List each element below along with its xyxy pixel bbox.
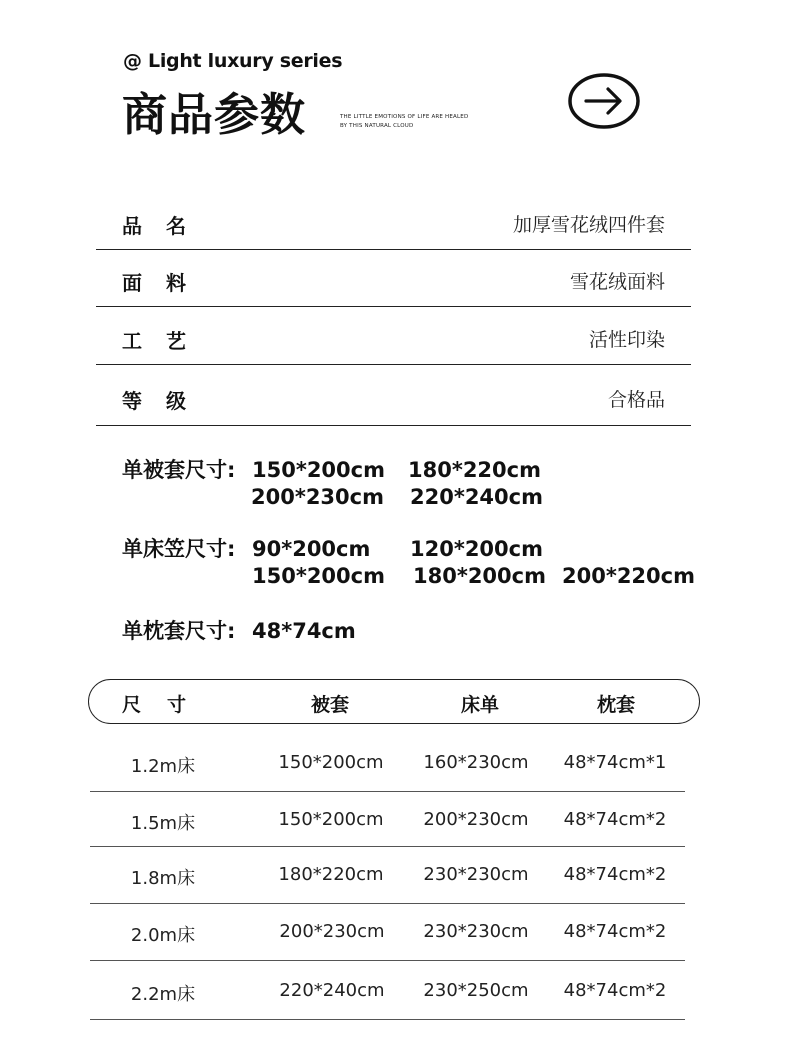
param-label: 等 级 — [122, 389, 186, 413]
size-item: 200*230cm — [251, 485, 384, 509]
param-value: 加厚雪花绒四件套 — [512, 214, 665, 236]
cell-sheet: 200*230cm — [423, 809, 529, 830]
cell-bed: 1.8m床 — [130, 868, 196, 889]
size-item: 200*220cm — [562, 564, 695, 588]
param-label: 面 料 — [122, 271, 186, 295]
size-item: 180*200cm — [413, 564, 546, 588]
pillow-size-label: 单枕套尺寸: — [122, 619, 236, 643]
header-sheet: 床单 — [461, 694, 500, 716]
param-row-grade — [96, 368, 691, 426]
cell-duvet: 150*200cm — [278, 752, 384, 773]
cell-bed: 2.2m床 — [130, 984, 196, 1005]
param-row-process — [96, 308, 691, 365]
cell-sheet: 230*250cm — [423, 980, 529, 1001]
cell-duvet: 220*240cm — [279, 980, 385, 1001]
size-item: 220*240cm — [410, 485, 543, 509]
arrow-right-circle-icon[interactable] — [567, 72, 641, 130]
size-item: 180*220cm — [408, 458, 541, 482]
cell-duvet: 150*200cm — [278, 809, 384, 830]
page-title: 商品参数 — [122, 88, 307, 141]
size-item: 150*200cm — [252, 564, 385, 588]
cell-sheet: 160*230cm — [423, 752, 529, 773]
param-value: 合格品 — [607, 389, 665, 411]
param-label: 品 名 — [122, 214, 186, 238]
table-row — [90, 792, 685, 847]
size-item: 150*200cm — [252, 458, 385, 482]
param-value: 雪花绒面料 — [569, 271, 665, 293]
size-item: 48*74cm — [252, 619, 356, 643]
table-row — [90, 847, 685, 904]
cell-sheet: 230*230cm — [423, 864, 529, 885]
header-pillow: 枕套 — [597, 694, 636, 716]
fitted-size-label: 单床笠尺寸: — [122, 537, 236, 561]
tagline — [340, 113, 468, 131]
cell-pillow: 48*74cm*2 — [563, 864, 667, 885]
cell-sheet: 230*230cm — [423, 921, 529, 942]
cell-duvet: 200*230cm — [279, 921, 385, 942]
size-item: 120*200cm — [410, 537, 543, 561]
param-label: 工 艺 — [122, 329, 186, 353]
param-row-fabric — [96, 250, 691, 307]
cell-bed: 2.0m床 — [130, 925, 196, 946]
size-item: 90*200cm — [252, 537, 371, 561]
header-size: 尺 寸 — [122, 694, 187, 716]
size-table-header — [88, 679, 700, 724]
cell-bed: 1.5m床 — [130, 813, 196, 834]
tagline-line-2: BY THIS NATURAL CLOUD — [340, 123, 414, 129]
cell-duvet: 180*220cm — [278, 864, 384, 885]
param-row-name — [96, 193, 691, 250]
table-row — [90, 735, 685, 792]
table-row — [90, 904, 685, 961]
tagline-line-1: THE LITTLE EMOTIONS OF LIFE ARE HEALED — [340, 114, 469, 120]
param-value: 活性印染 — [588, 329, 665, 351]
header-duvet: 被套 — [311, 694, 350, 716]
cell-pillow: 48*74cm*1 — [563, 752, 667, 773]
cell-pillow: 48*74cm*2 — [563, 980, 667, 1001]
cell-pillow: 48*74cm*2 — [563, 809, 667, 830]
table-row — [90, 961, 685, 1020]
series-label: @ Light luxury series — [123, 50, 343, 72]
cell-pillow: 48*74cm*2 — [563, 921, 667, 942]
cell-bed: 1.2m床 — [130, 756, 196, 777]
duvet-size-label: 单被套尺寸: — [122, 458, 236, 482]
